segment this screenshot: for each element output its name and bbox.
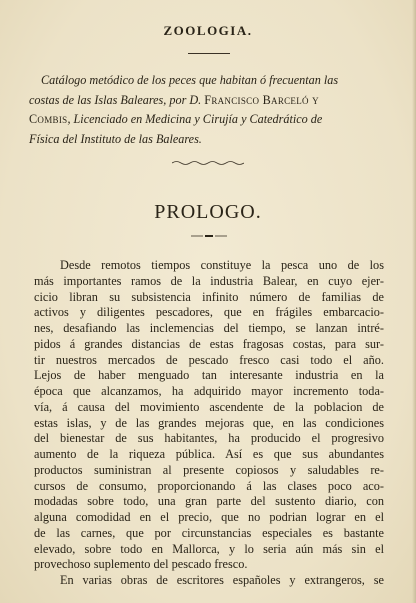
catalog-line-3-text: , Licenciado en Medicina y Cirujía y Catedrático de — [67, 112, 323, 127]
catalog-por: por D. — [166, 92, 205, 107]
prologue-line: productos suministran al presente copiosos y saludables re- — [34, 462, 384, 477]
prologue-body — [34, 258, 384, 589]
prologue-line: vía, á causa del movimiento ascendente de la poblacion de — [34, 399, 384, 414]
catalog-entry — [29, 71, 387, 149]
ornamental-wavy-rule — [172, 160, 244, 166]
prologue-line: cicio libran su subsistencia infinito número de familias de — [34, 289, 384, 304]
prologue-title: PROLOGO. — [154, 201, 262, 223]
catalog-line-2-text: costas de las Islas Baleares, — [29, 92, 167, 107]
prologue-line: aumento de la riqueza pública. Así es que sus abundantes — [34, 447, 384, 461]
prologue-line: elevado, sobre todo en Mallorca, y lo seria aún más sin el — [34, 541, 384, 556]
section-title: ZOOLOGIA. — [163, 23, 253, 38]
prologue-line: provechoso suplemento del pescado fresco. — [34, 557, 248, 572]
prologue-line: Lejos de haber menguado tan interesante industria en la — [34, 368, 384, 383]
prologue-line: pidos á grandes distancias de estas fragosas costas, para sur- — [34, 336, 384, 351]
prologue-line: de las carnes, que por circunstancias especiales es bastante — [34, 525, 384, 540]
ornamental-dash-rule — [191, 234, 227, 238]
prologue-line: alguna comodidad en el precio, que no podrian lograr en el — [34, 510, 384, 524]
catalog-line-3 — [29, 110, 387, 130]
prologue-line: estas islas, y de las grandes mejoras que, en las condiciones — [34, 415, 384, 430]
catalog-line-1: Catálogo metódico de los peces que habitan ó frecuentan las — [41, 73, 339, 87]
catalog-line-2 — [29, 91, 387, 111]
author-name-last: Combis — [29, 112, 68, 127]
prologue-line: tir nuestros mercados de pescado fresco casi todo el año. — [34, 352, 384, 367]
title-rule — [188, 53, 230, 54]
prologue-line: nes, desafiando las inclemencias del tiempo, se lanzan intré- — [34, 321, 384, 335]
prologue-line: más importantes ramos de la industria Balear, en cuyo ejer- — [34, 273, 384, 288]
prologue-line: del bienestar de sus habitantes, ha producido el progresivo — [34, 431, 384, 446]
prologue-line: cursos de consumo, proporcionando á las clases poco aco- — [34, 478, 384, 493]
prologue-line: modadas sobre todo, una gran parte del sustento diario, con — [34, 494, 384, 509]
prologue-line: Desde remotos tiempos constituye la pesca uno de los — [60, 258, 384, 272]
prologue-line: época que alcanzamos, ha adquirido mayor incremento toda- — [34, 384, 384, 398]
catalog-line-4: Física del Instituto de las Baleares. — [29, 131, 202, 146]
prologue-line: En varias obras de escritores españoles y extrangeros, se — [60, 573, 384, 587]
prologue-line: activos y diligentes pescadores, que en frágiles embarcacio- — [34, 305, 384, 320]
author-name-first: Francisco Barceló y — [204, 92, 319, 107]
page-edge-shadow — [412, 0, 416, 603]
